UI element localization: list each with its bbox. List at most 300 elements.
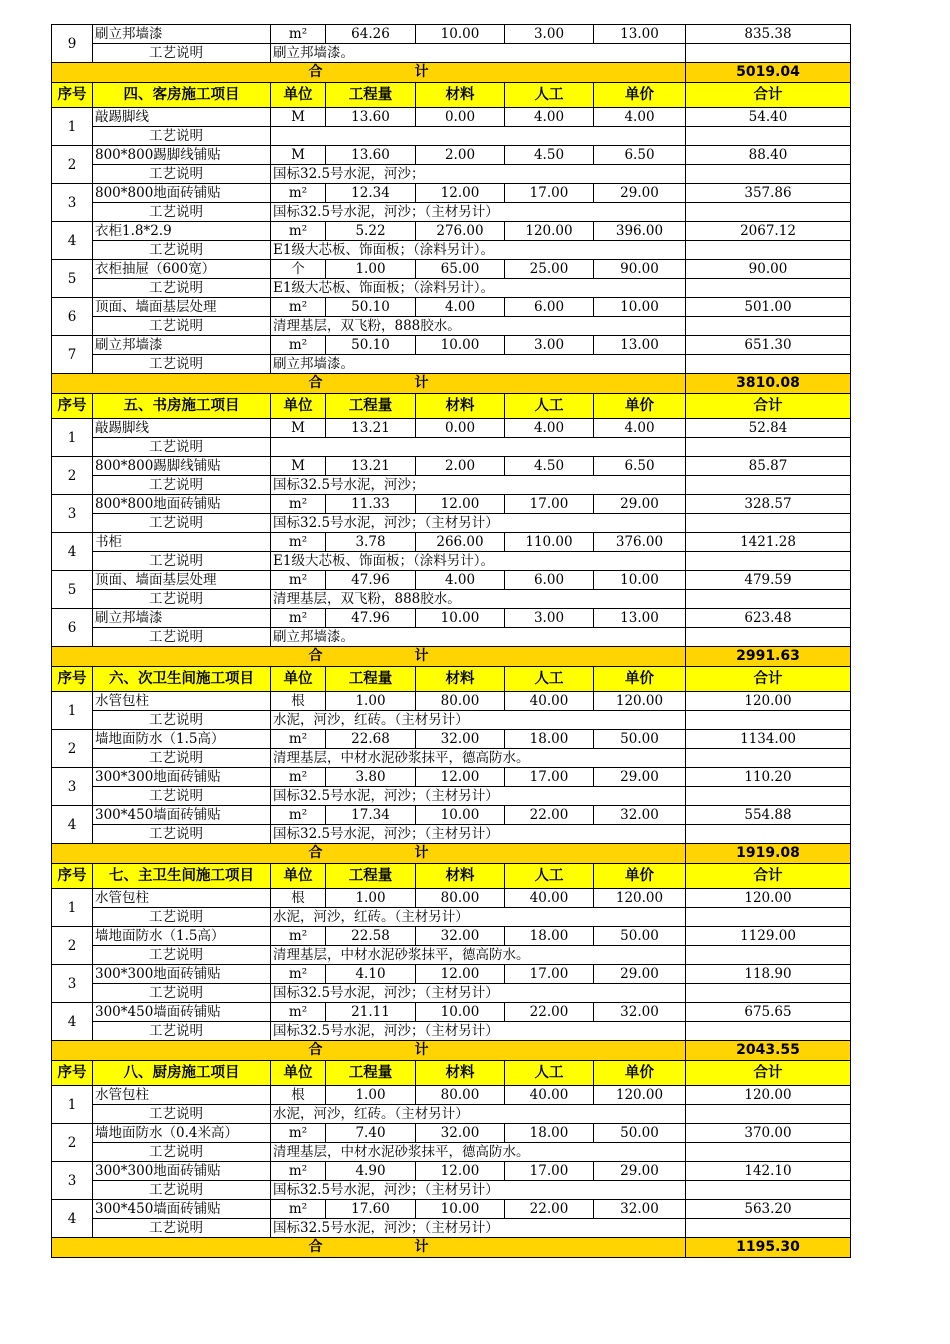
item-labor: 17.00 bbox=[505, 495, 594, 514]
item-row bbox=[52, 768, 851, 787]
item-note-row bbox=[52, 317, 851, 336]
header-material: 材料 bbox=[416, 83, 505, 108]
item-material: 12.00 bbox=[416, 495, 505, 514]
item-row bbox=[52, 336, 851, 355]
item-total: 88.40 bbox=[686, 146, 851, 165]
item-qty: 7.40 bbox=[326, 1124, 416, 1143]
item-qty: 21.11 bbox=[326, 1003, 416, 1022]
process-label: 工艺说明 bbox=[93, 317, 271, 336]
process-note: 国标32.5号水泥，河沙；（主材另计） bbox=[271, 825, 686, 844]
header-material: 材料 bbox=[416, 394, 505, 419]
item-material: 12.00 bbox=[416, 184, 505, 203]
item-unit: m² bbox=[271, 222, 326, 241]
process-label: 工艺说明 bbox=[93, 984, 271, 1003]
header-seq: 序号 bbox=[52, 667, 93, 692]
header-material: 材料 bbox=[416, 667, 505, 692]
item-qty: 4.90 bbox=[326, 1162, 416, 1181]
total-label-he: 合 bbox=[308, 1239, 323, 1255]
total-label-he: 合 bbox=[308, 648, 323, 664]
item-material: 80.00 bbox=[416, 889, 505, 908]
total-label-ji: 计 bbox=[414, 845, 429, 861]
note-blank bbox=[686, 908, 851, 927]
item-name: 800*800踢脚线铺贴 bbox=[93, 457, 271, 476]
item-total: 479.59 bbox=[686, 571, 851, 590]
item-note-row bbox=[52, 476, 851, 495]
item-material: 10.00 bbox=[416, 1003, 505, 1022]
process-note: 国标32.5号水泥，河沙；（主材另计） bbox=[271, 1022, 686, 1041]
item-name: 顶面、墙面基层处理 bbox=[93, 571, 271, 590]
item-labor: 4.50 bbox=[505, 457, 594, 476]
item-price: 4.00 bbox=[594, 419, 686, 438]
process-label: 工艺说明 bbox=[93, 825, 271, 844]
item-row bbox=[52, 806, 851, 825]
header-total: 合计 bbox=[686, 83, 851, 108]
item-note-row bbox=[52, 1181, 851, 1200]
item-price: 120.00 bbox=[594, 692, 686, 711]
item-unit: m² bbox=[271, 184, 326, 203]
section-title: 八、厨房施工项目 bbox=[93, 1061, 271, 1086]
item-name: 书柜 bbox=[93, 533, 271, 552]
item-note-row bbox=[52, 1022, 851, 1041]
item-unit: M bbox=[271, 108, 326, 127]
item-row bbox=[52, 1200, 851, 1219]
item-note-row bbox=[52, 241, 851, 260]
process-note: 水泥，河沙，红砖。（主材另计） bbox=[271, 711, 686, 730]
item-unit: m² bbox=[271, 1003, 326, 1022]
item-unit: M bbox=[271, 419, 326, 438]
item-material: 2.00 bbox=[416, 457, 505, 476]
item-unit: M bbox=[271, 146, 326, 165]
item-unit: m² bbox=[271, 806, 326, 825]
item-price: 6.50 bbox=[594, 146, 686, 165]
total-label-ji: 计 bbox=[414, 375, 429, 391]
item-unit: 根 bbox=[271, 889, 326, 908]
item-labor: 17.00 bbox=[505, 1162, 594, 1181]
item-price: 120.00 bbox=[594, 1086, 686, 1105]
item-name: 水管包柱 bbox=[93, 889, 271, 908]
process-note: 清理基层，中材水泥砂浆抹平，德高防水。 bbox=[271, 946, 686, 965]
item-row bbox=[52, 495, 851, 514]
item-row bbox=[52, 419, 851, 438]
header-qty: 工程量 bbox=[326, 394, 416, 419]
header-seq: 序号 bbox=[52, 83, 93, 108]
item-price: 32.00 bbox=[594, 806, 686, 825]
section-total-row bbox=[52, 844, 851, 864]
header-qty: 工程量 bbox=[326, 667, 416, 692]
process-note: 清理基层，双飞粉，888胶水。 bbox=[271, 317, 686, 336]
item-qty: 22.68 bbox=[326, 730, 416, 749]
item-material: 12.00 bbox=[416, 768, 505, 787]
item-qty: 50.10 bbox=[326, 298, 416, 317]
item-material: 10.00 bbox=[416, 609, 505, 628]
section-total-value: 2991.63 bbox=[686, 647, 851, 667]
item-material: 0.00 bbox=[416, 419, 505, 438]
item-total: 2067.12 bbox=[686, 222, 851, 241]
total-label-he: 合 bbox=[308, 1042, 323, 1058]
item-total: 120.00 bbox=[686, 692, 851, 711]
item-name: 300*300地面砖铺贴 bbox=[93, 1162, 271, 1181]
total-label-he: 合 bbox=[308, 64, 323, 80]
item-total: 52.84 bbox=[686, 419, 851, 438]
total-label bbox=[52, 374, 686, 394]
item-material: 2.00 bbox=[416, 146, 505, 165]
process-label: 工艺说明 bbox=[93, 1181, 271, 1200]
header-unit: 单位 bbox=[271, 864, 326, 889]
process-note: 国标32.5号水泥，河沙；（主材另计） bbox=[271, 984, 686, 1003]
note-blank bbox=[686, 1105, 851, 1124]
item-row bbox=[52, 571, 851, 590]
process-note bbox=[271, 438, 686, 457]
item-labor: 6.00 bbox=[505, 571, 594, 590]
header-price: 单价 bbox=[594, 864, 686, 889]
header-labor: 人工 bbox=[505, 864, 594, 889]
section-header-row bbox=[52, 864, 851, 889]
section-total-row bbox=[52, 1238, 851, 1258]
item-qty: 11.33 bbox=[326, 495, 416, 514]
section-title: 四、客房施工项目 bbox=[93, 83, 271, 108]
item-unit: m² bbox=[271, 495, 326, 514]
item-labor: 18.00 bbox=[505, 730, 594, 749]
item-material: 10.00 bbox=[416, 336, 505, 355]
item-labor: 4.50 bbox=[505, 146, 594, 165]
header-unit: 单位 bbox=[271, 667, 326, 692]
item-price: 32.00 bbox=[594, 1003, 686, 1022]
item-total: 1134.00 bbox=[686, 730, 851, 749]
item-total: 54.40 bbox=[686, 108, 851, 127]
item-number: 4 bbox=[52, 533, 93, 571]
item-material: 4.00 bbox=[416, 571, 505, 590]
item-material: 80.00 bbox=[416, 1086, 505, 1105]
item-number: 6 bbox=[52, 298, 93, 336]
header-unit: 单位 bbox=[271, 1061, 326, 1086]
item-total: 120.00 bbox=[686, 1086, 851, 1105]
item-price: 50.00 bbox=[594, 927, 686, 946]
item-total: 835.38 bbox=[686, 25, 851, 44]
item-material: 10.00 bbox=[416, 806, 505, 825]
total-label bbox=[52, 844, 686, 864]
process-note: 国标32.5号水泥，河沙；（主材另计） bbox=[271, 1219, 686, 1238]
item-name: 敲踢脚线 bbox=[93, 419, 271, 438]
item-labor: 25.00 bbox=[505, 260, 594, 279]
note-blank bbox=[686, 552, 851, 571]
note-blank bbox=[686, 628, 851, 647]
note-blank bbox=[686, 946, 851, 965]
header-qty: 工程量 bbox=[326, 864, 416, 889]
item-note-row bbox=[52, 1143, 851, 1162]
item-unit: 个 bbox=[271, 260, 326, 279]
process-label: 工艺说明 bbox=[93, 749, 271, 768]
header-price: 单价 bbox=[594, 394, 686, 419]
item-labor: 120.00 bbox=[505, 222, 594, 241]
process-note: 国标32.5号水泥，河沙； bbox=[271, 165, 686, 184]
item-number: 6 bbox=[52, 609, 93, 647]
item-price: 6.50 bbox=[594, 457, 686, 476]
item-name: 800*800地面砖铺贴 bbox=[93, 495, 271, 514]
note-blank bbox=[686, 711, 851, 730]
process-label: 工艺说明 bbox=[93, 787, 271, 806]
process-label: 工艺说明 bbox=[93, 908, 271, 927]
note-blank bbox=[686, 1022, 851, 1041]
item-note-row bbox=[52, 165, 851, 184]
item-price: 29.00 bbox=[594, 1162, 686, 1181]
item-name: 300*300地面砖铺贴 bbox=[93, 965, 271, 984]
section-total-value: 2043.55 bbox=[686, 1041, 851, 1061]
header-total: 合计 bbox=[686, 667, 851, 692]
item-row bbox=[52, 146, 851, 165]
item-price: 90.00 bbox=[594, 260, 686, 279]
item-qty: 12.34 bbox=[326, 184, 416, 203]
item-number: 3 bbox=[52, 965, 93, 1003]
item-name: 300*300地面砖铺贴 bbox=[93, 768, 271, 787]
process-note: 清理基层，中材水泥砂浆抹平，德高防水。 bbox=[271, 749, 686, 768]
process-label: 工艺说明 bbox=[93, 946, 271, 965]
note-blank bbox=[686, 44, 851, 63]
header-unit: 单位 bbox=[271, 394, 326, 419]
item-qty: 13.21 bbox=[326, 419, 416, 438]
section-total-row bbox=[52, 63, 851, 83]
item-note-row bbox=[52, 984, 851, 1003]
process-label: 工艺说明 bbox=[93, 127, 271, 146]
item-number: 4 bbox=[52, 222, 93, 260]
item-labor: 17.00 bbox=[505, 768, 594, 787]
item-qty: 64.26 bbox=[326, 25, 416, 44]
item-note-row bbox=[52, 1219, 851, 1238]
item-note-row bbox=[52, 552, 851, 571]
item-row bbox=[52, 1003, 851, 1022]
process-note: 国标32.5号水泥，河沙； bbox=[271, 476, 686, 495]
process-label: 工艺说明 bbox=[93, 514, 271, 533]
item-qty: 3.80 bbox=[326, 768, 416, 787]
item-note-row bbox=[52, 908, 851, 927]
item-unit: m² bbox=[271, 927, 326, 946]
item-note-row bbox=[52, 203, 851, 222]
process-label: 工艺说明 bbox=[93, 203, 271, 222]
item-labor: 17.00 bbox=[505, 965, 594, 984]
process-label: 工艺说明 bbox=[93, 711, 271, 730]
process-note bbox=[271, 127, 686, 146]
header-labor: 人工 bbox=[505, 1061, 594, 1086]
process-label: 工艺说明 bbox=[93, 590, 271, 609]
section-title: 七、主卫生间施工项目 bbox=[93, 864, 271, 889]
process-note: 刷立邦墙漆。 bbox=[271, 355, 686, 374]
item-qty: 13.60 bbox=[326, 146, 416, 165]
item-number: 1 bbox=[52, 419, 93, 457]
item-number: 2 bbox=[52, 730, 93, 768]
item-price: 32.00 bbox=[594, 1200, 686, 1219]
item-qty: 4.10 bbox=[326, 965, 416, 984]
item-row bbox=[52, 730, 851, 749]
item-total: 118.90 bbox=[686, 965, 851, 984]
item-note-row bbox=[52, 127, 851, 146]
item-labor: 3.00 bbox=[505, 336, 594, 355]
item-labor: 22.00 bbox=[505, 1200, 594, 1219]
item-labor: 6.00 bbox=[505, 298, 594, 317]
item-material: 10.00 bbox=[416, 1200, 505, 1219]
item-number: 1 bbox=[52, 692, 93, 730]
note-blank bbox=[686, 787, 851, 806]
item-number: 9 bbox=[52, 25, 93, 63]
item-name: 水管包柱 bbox=[93, 692, 271, 711]
item-price: 396.00 bbox=[594, 222, 686, 241]
item-total: 1129.00 bbox=[686, 927, 851, 946]
item-labor: 18.00 bbox=[505, 927, 594, 946]
item-number: 5 bbox=[52, 571, 93, 609]
item-name: 顶面、墙面基层处理 bbox=[93, 298, 271, 317]
item-unit: m² bbox=[271, 609, 326, 628]
item-unit: m² bbox=[271, 1124, 326, 1143]
item-row bbox=[52, 222, 851, 241]
process-label: 工艺说明 bbox=[93, 438, 271, 457]
note-blank bbox=[686, 984, 851, 1003]
item-row bbox=[52, 965, 851, 984]
item-price: 29.00 bbox=[594, 495, 686, 514]
item-labor: 22.00 bbox=[505, 1003, 594, 1022]
item-material: 10.00 bbox=[416, 25, 505, 44]
item-qty: 13.60 bbox=[326, 108, 416, 127]
header-price: 单价 bbox=[594, 667, 686, 692]
section-title: 五、书房施工项目 bbox=[93, 394, 271, 419]
item-number: 2 bbox=[52, 146, 93, 184]
item-unit: m² bbox=[271, 1162, 326, 1181]
item-total: 110.20 bbox=[686, 768, 851, 787]
total-label bbox=[52, 1238, 686, 1258]
process-note: 国标32.5号水泥，河沙；（主材另计） bbox=[271, 514, 686, 533]
note-blank bbox=[686, 355, 851, 374]
process-label: 工艺说明 bbox=[93, 355, 271, 374]
item-qty: 5.22 bbox=[326, 222, 416, 241]
item-labor: 3.00 bbox=[505, 609, 594, 628]
item-name: 敲踢脚线 bbox=[93, 108, 271, 127]
item-note-row bbox=[52, 711, 851, 730]
item-row bbox=[52, 260, 851, 279]
item-name: 墙地面防水（1.5高） bbox=[93, 927, 271, 946]
item-name: 300*450墙面砖铺贴 bbox=[93, 1003, 271, 1022]
item-note-row bbox=[52, 825, 851, 844]
section-header-row bbox=[52, 394, 851, 419]
item-unit: 根 bbox=[271, 1086, 326, 1105]
item-note-row bbox=[52, 1105, 851, 1124]
item-number: 2 bbox=[52, 457, 93, 495]
note-blank bbox=[686, 127, 851, 146]
item-note-row bbox=[52, 787, 851, 806]
item-note-row bbox=[52, 44, 851, 63]
item-material: 12.00 bbox=[416, 965, 505, 984]
item-qty: 13.21 bbox=[326, 457, 416, 476]
note-blank bbox=[686, 1181, 851, 1200]
item-material: 80.00 bbox=[416, 692, 505, 711]
item-price: 50.00 bbox=[594, 1124, 686, 1143]
item-unit: m² bbox=[271, 730, 326, 749]
process-label: 工艺说明 bbox=[93, 1105, 271, 1124]
item-row bbox=[52, 108, 851, 127]
item-number: 5 bbox=[52, 260, 93, 298]
item-row bbox=[52, 533, 851, 552]
total-label bbox=[52, 1041, 686, 1061]
process-note: E1级大芯板、饰面板；（涂料另计）。 bbox=[271, 552, 686, 571]
item-name: 300*450墙面砖铺贴 bbox=[93, 1200, 271, 1219]
process-label: 工艺说明 bbox=[93, 165, 271, 184]
header-total: 合计 bbox=[686, 1061, 851, 1086]
process-label: 工艺说明 bbox=[93, 628, 271, 647]
item-qty: 17.34 bbox=[326, 806, 416, 825]
item-note-row bbox=[52, 514, 851, 533]
header-material: 材料 bbox=[416, 864, 505, 889]
item-qty: 47.96 bbox=[326, 571, 416, 590]
item-labor: 110.00 bbox=[505, 533, 594, 552]
item-labor: 3.00 bbox=[505, 25, 594, 44]
item-qty: 50.10 bbox=[326, 336, 416, 355]
section-total-row bbox=[52, 374, 851, 394]
item-material: 32.00 bbox=[416, 927, 505, 946]
item-material: 0.00 bbox=[416, 108, 505, 127]
item-price: 120.00 bbox=[594, 889, 686, 908]
item-name: 刷立邦墙漆 bbox=[93, 609, 271, 628]
header-total: 合计 bbox=[686, 394, 851, 419]
process-label: 工艺说明 bbox=[93, 1143, 271, 1162]
item-row bbox=[52, 609, 851, 628]
item-name: 800*800地面砖铺贴 bbox=[93, 184, 271, 203]
process-note: 国标32.5号水泥，河沙；（主材另计） bbox=[271, 787, 686, 806]
item-number: 3 bbox=[52, 768, 93, 806]
item-name: 300*450墙面砖铺贴 bbox=[93, 806, 271, 825]
item-unit: m² bbox=[271, 336, 326, 355]
header-seq: 序号 bbox=[52, 394, 93, 419]
process-label: 工艺说明 bbox=[93, 1219, 271, 1238]
note-blank bbox=[686, 514, 851, 533]
item-total: 328.57 bbox=[686, 495, 851, 514]
total-label bbox=[52, 647, 686, 667]
item-total: 120.00 bbox=[686, 889, 851, 908]
item-note-row bbox=[52, 749, 851, 768]
item-name: 衣柜抽屉（600宽） bbox=[93, 260, 271, 279]
item-number: 7 bbox=[52, 336, 93, 374]
note-blank bbox=[686, 1143, 851, 1162]
item-name: 水管包柱 bbox=[93, 1086, 271, 1105]
item-number: 1 bbox=[52, 108, 93, 146]
item-number: 3 bbox=[52, 1162, 93, 1200]
total-label-ji: 计 bbox=[414, 64, 429, 80]
section-header-row bbox=[52, 83, 851, 108]
header-labor: 人工 bbox=[505, 83, 594, 108]
item-unit: m² bbox=[271, 1200, 326, 1219]
item-price: 376.00 bbox=[594, 533, 686, 552]
note-blank bbox=[686, 749, 851, 768]
process-note: E1级大芯板、饰面板；（涂料另计）。 bbox=[271, 279, 686, 298]
item-qty: 3.78 bbox=[326, 533, 416, 552]
item-price: 4.00 bbox=[594, 108, 686, 127]
item-total: 501.00 bbox=[686, 298, 851, 317]
item-row bbox=[52, 1162, 851, 1181]
item-unit: m² bbox=[271, 571, 326, 590]
item-number: 1 bbox=[52, 889, 93, 927]
item-unit: m² bbox=[271, 533, 326, 552]
item-material: 65.00 bbox=[416, 260, 505, 279]
item-total: 563.20 bbox=[686, 1200, 851, 1219]
item-row bbox=[52, 1124, 851, 1143]
item-note-row bbox=[52, 946, 851, 965]
note-blank bbox=[686, 279, 851, 298]
item-material: 32.00 bbox=[416, 730, 505, 749]
process-note: 水泥，河沙，红砖。（主材另计） bbox=[271, 908, 686, 927]
item-name: 刷立邦墙漆 bbox=[93, 336, 271, 355]
item-qty: 1.00 bbox=[326, 692, 416, 711]
item-price: 50.00 bbox=[594, 730, 686, 749]
item-price: 29.00 bbox=[594, 184, 686, 203]
item-material: 266.00 bbox=[416, 533, 505, 552]
item-labor: 17.00 bbox=[505, 184, 594, 203]
item-qty: 1.00 bbox=[326, 1086, 416, 1105]
item-number: 3 bbox=[52, 495, 93, 533]
